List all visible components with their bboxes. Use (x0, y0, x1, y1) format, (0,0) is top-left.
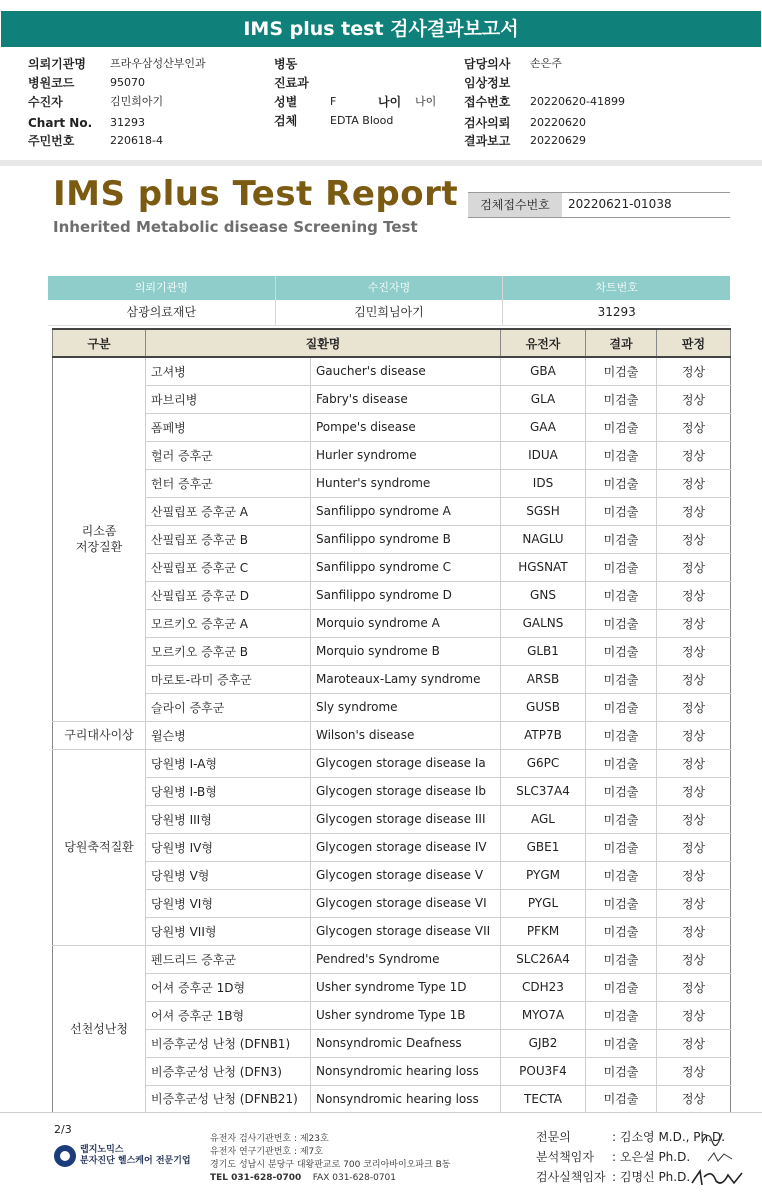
page-title: IMS plus test 검사결과보고서 (1, 11, 761, 47)
table-row (53, 665, 731, 693)
judgment-cell: 정상 (657, 1085, 731, 1113)
disease-name-kr: 모르키오 증후군 A (146, 609, 311, 637)
judgment-cell: 정상 (657, 861, 731, 889)
result-cell: 미검출 (586, 637, 657, 665)
judgment-cell: 정상 (657, 525, 731, 553)
judgment-cell: 정상 (657, 665, 731, 693)
signer-role: 분석책임자 (536, 1150, 594, 1164)
report-page (0, 166, 762, 1204)
info-value: 20220629 (530, 134, 586, 147)
info-label: 의뢰기관명 (28, 57, 86, 71)
info-label: 결과보고 (464, 134, 511, 148)
report-title: IMS plus Test Report (53, 174, 459, 214)
disease-name-en: Morquio syndrome B (311, 637, 501, 665)
disease-name-kr: 산필립포 증후군 B (146, 525, 311, 553)
category-cell: 당원축적질환 (53, 749, 146, 945)
judgment-cell: 정상 (657, 777, 731, 805)
disease-name-en: Nonsyndromic hearing loss (311, 1085, 501, 1113)
info-label: 주민번호 (28, 134, 75, 148)
disease-name-en: Pendred's Syndrome (311, 945, 501, 973)
header-judgment: 판정 (657, 329, 731, 357)
results-table (52, 328, 731, 1114)
info-label: 병원코드 (28, 76, 75, 90)
table-row (53, 777, 731, 805)
info-label: 검체 (274, 114, 298, 128)
table-row (53, 1085, 731, 1113)
gene-cell: G6PC (501, 749, 586, 777)
table-row (53, 469, 731, 497)
info-value: 20220620-41899 (530, 95, 625, 108)
table-row (53, 497, 731, 525)
result-cell: 미검출 (586, 805, 657, 833)
summary-header-cell: 차트번호 (595, 281, 638, 294)
info-label: 검사의뢰 (464, 116, 511, 130)
result-cell: 미검출 (586, 385, 657, 413)
disease-name-en: Nonsyndromic Deafness (311, 1029, 501, 1057)
license-line: 유전자 연구기관번호 : 제7호 (210, 1147, 323, 1157)
judgment-cell: 정상 (657, 1057, 731, 1085)
judgment-cell: 정상 (657, 889, 731, 917)
table-row (53, 357, 731, 385)
disease-name-kr: 윌슨병 (146, 721, 311, 749)
disease-name-en: Morquio syndrome A (311, 609, 501, 637)
summary-table (48, 276, 730, 326)
signer-row (536, 1127, 725, 1147)
result-cell: 미검출 (586, 973, 657, 1001)
info-label: 진료과 (274, 76, 309, 90)
judgment-cell: 정상 (657, 945, 731, 973)
footer (0, 1112, 762, 1204)
disease-name-en: Hunter's syndrome (311, 469, 501, 497)
disease-name-kr: 산필립포 증후군 C (146, 553, 311, 581)
table-row (53, 917, 731, 945)
gene-cell: POU3F4 (501, 1057, 586, 1085)
result-cell: 미검출 (586, 693, 657, 721)
gene-cell: PYGL (501, 889, 586, 917)
gene-cell: GJB2 (501, 1029, 586, 1057)
signer-name: : 김명신 Ph.D. (612, 1170, 691, 1184)
info-value: 나이 (415, 95, 437, 108)
info-label: 임상정보 (464, 76, 511, 90)
table-row (53, 805, 731, 833)
disease-name-kr: 당원병 VII형 (146, 917, 311, 945)
signer-name: : 김소영 M.D., Ph.D. (612, 1130, 726, 1144)
disease-name-kr: 당원병 III형 (146, 805, 311, 833)
gene-cell: GAA (501, 413, 586, 441)
report-subtitle: Inherited Metabolic disease Screening Test (53, 218, 418, 236)
table-row (53, 1029, 731, 1057)
info-label: 수진자 (28, 95, 63, 109)
table-row (53, 1057, 731, 1085)
gene-cell: IDS (501, 469, 586, 497)
signer-name: : 오은설 Ph.D. (612, 1150, 691, 1164)
disease-name-en: Maroteaux-Lamy syndrome (311, 665, 501, 693)
summary-header-cell: 의뢰기관명 (48, 276, 276, 300)
info-value: 김민희아기 (110, 95, 164, 108)
gene-cell: PFKM (501, 917, 586, 945)
gene-cell: NAGLU (501, 525, 586, 553)
info-value: 20220620 (530, 116, 586, 129)
result-cell: 미검출 (586, 497, 657, 525)
disease-name-kr: 헐러 증후군 (146, 441, 311, 469)
disease-name-kr: 산필립포 증후군 D (146, 581, 311, 609)
info-value: F (330, 95, 337, 108)
table-row (53, 861, 731, 889)
judgment-cell: 정상 (657, 497, 731, 525)
judgment-cell: 정상 (657, 973, 731, 1001)
gene-cell: TECTA (501, 1085, 586, 1113)
result-cell: 미검출 (586, 441, 657, 469)
disease-name-en: Glycogen storage disease VII (311, 917, 501, 945)
disease-name-kr: 파브리병 (146, 385, 311, 413)
address: 경기도 성남시 분당구 대왕판교로 700 코리아바이오파크 B동 (210, 1160, 451, 1170)
judgment-cell: 정상 (657, 1029, 731, 1057)
disease-name-kr: 펜드리드 증후군 (146, 945, 311, 973)
table-row (53, 441, 731, 469)
info-label: 접수번호 (464, 95, 511, 109)
company-brand (80, 1145, 191, 1167)
table-row (53, 385, 731, 413)
signer-role: 검사실책임자 (536, 1170, 606, 1184)
header-gene: 유전자 (501, 329, 586, 357)
result-cell: 미검출 (586, 581, 657, 609)
page-number: 2/3 (54, 1123, 72, 1136)
gene-cell: CDH23 (501, 973, 586, 1001)
result-cell: 미검출 (586, 1085, 657, 1113)
result-cell: 미검출 (586, 749, 657, 777)
summary-value-cell: 김민희님아기 (276, 300, 504, 325)
disease-name-en: Sly syndrome (311, 693, 501, 721)
gene-cell: ARSB (501, 665, 586, 693)
result-cell: 미검출 (586, 357, 657, 385)
specimen-number-box (468, 192, 730, 218)
result-cell: 미검출 (586, 721, 657, 749)
disease-name-en: Wilson's disease (311, 721, 501, 749)
signer-role: 전문의 (536, 1130, 571, 1144)
table-row (53, 889, 731, 917)
disease-name-kr: 슬라이 증후군 (146, 693, 311, 721)
table-row (53, 581, 731, 609)
summary-header-cell: 수진자명 (276, 276, 504, 300)
signature-mark-1 (700, 1127, 726, 1149)
table-row (53, 553, 731, 581)
disease-name-kr: 당원병 IV형 (146, 833, 311, 861)
result-cell: 미검출 (586, 889, 657, 917)
gene-cell: ATP7B (501, 721, 586, 749)
header-disease: 질환명 (146, 329, 501, 357)
gene-cell: PYGM (501, 861, 586, 889)
disease-name-en: Hurler syndrome (311, 441, 501, 469)
table-row (53, 749, 731, 777)
disease-name-kr: 어셔 증후군 1B형 (146, 1001, 311, 1029)
disease-name-en: Usher syndrome Type 1B (311, 1001, 501, 1029)
info-label: 병동 (274, 57, 298, 71)
results-body (53, 357, 731, 1113)
result-cell: 미검출 (586, 1029, 657, 1057)
table-row (53, 609, 731, 637)
disease-name-kr: 비증후군성 난청 (DFNB21) (146, 1085, 311, 1113)
specimen-number-value: 20220621-01038 (568, 197, 672, 211)
gene-cell: GLA (501, 385, 586, 413)
info-sex-age (274, 93, 454, 111)
judgment-cell: 정상 (657, 609, 731, 637)
results-header-row (53, 329, 731, 357)
judgment-cell: 정상 (657, 721, 731, 749)
result-cell: 미검출 (586, 553, 657, 581)
category-cell: 구리대사이상 (53, 721, 146, 749)
judgment-cell: 정상 (657, 749, 731, 777)
patient-info-section (0, 48, 762, 160)
info-value: 프라우삼성산부인과 (110, 57, 206, 70)
disease-name-en: Sanfilippo syndrome A (311, 497, 501, 525)
disease-name-kr: 비증후군성 난청 (DFN3) (146, 1057, 311, 1085)
license-info (210, 1133, 450, 1185)
judgment-cell: 정상 (657, 805, 731, 833)
judgment-cell: 정상 (657, 693, 731, 721)
table-row (53, 945, 731, 973)
gene-cell: MYO7A (501, 1001, 586, 1029)
result-cell: 미검출 (586, 469, 657, 497)
category-cell: 리소좀 저장질환 (53, 357, 146, 721)
disease-name-kr: 당원병 I-A형 (146, 749, 311, 777)
judgment-cell: 정상 (657, 553, 731, 581)
judgment-cell: 정상 (657, 637, 731, 665)
info-value: 손은주 (530, 57, 562, 70)
result-cell: 미검출 (586, 833, 657, 861)
header-result: 결과 (586, 329, 657, 357)
disease-name-kr: 당원병 VI형 (146, 889, 311, 917)
gene-cell: GBE1 (501, 833, 586, 861)
gene-cell: SLC26A4 (501, 945, 586, 973)
disease-name-kr: 산필립포 증후군 A (146, 497, 311, 525)
gene-cell: IDUA (501, 441, 586, 469)
info-value: 95070 (110, 76, 145, 89)
result-cell: 미검출 (586, 945, 657, 973)
disease-name-kr: 비증후군성 난청 (DFNB1) (146, 1029, 311, 1057)
gene-cell: GNS (501, 581, 586, 609)
disease-name-en: Pompe's disease (311, 413, 501, 441)
judgment-cell: 정상 (657, 581, 731, 609)
disease-name-en: Glycogen storage disease III (311, 805, 501, 833)
gene-cell: GUSB (501, 693, 586, 721)
header-category: 구분 (53, 329, 146, 357)
summary-header (48, 276, 730, 300)
disease-name-kr: 당원병 I-B형 (146, 777, 311, 805)
brand-tagline: 분자진단 헬스케어 전문기업 (80, 1156, 191, 1166)
company-logo-icon (54, 1145, 76, 1167)
disease-name-en: Glycogen storage disease IV (311, 833, 501, 861)
info-label: 나이 (378, 95, 402, 109)
disease-name-en: Glycogen storage disease V (311, 861, 501, 889)
table-row (53, 637, 731, 665)
info-value: 31293 (110, 116, 145, 129)
table-row (53, 413, 731, 441)
gene-cell: SLC37A4 (501, 777, 586, 805)
table-row (53, 833, 731, 861)
summary-value-cell: 31293 (597, 305, 636, 319)
gene-cell: SGSH (501, 497, 586, 525)
result-cell: 미검출 (586, 1057, 657, 1085)
result-cell: 미검출 (586, 665, 657, 693)
summary-value-cell: 삼광의료재단 (48, 300, 276, 325)
judgment-cell: 정상 (657, 385, 731, 413)
result-cell: 미검출 (586, 777, 657, 805)
info-label: 담당의사 (464, 57, 511, 71)
table-row (53, 973, 731, 1001)
specimen-number-label: 검체접수번호 (468, 193, 562, 217)
result-cell: 미검출 (586, 1001, 657, 1029)
gene-cell: GALNS (501, 609, 586, 637)
info-value: EDTA Blood (330, 114, 394, 127)
top-bar (0, 0, 762, 48)
summary-values (48, 300, 730, 326)
signature-mark-2 (706, 1149, 734, 1167)
gene-cell: GLB1 (501, 637, 586, 665)
result-cell: 미검출 (586, 609, 657, 637)
info-value: 220618-4 (110, 134, 163, 147)
disease-name-en: Sanfilippo syndrome B (311, 525, 501, 553)
disease-name-kr: 당원병 V형 (146, 861, 311, 889)
disease-name-en: Glycogen storage disease VI (311, 889, 501, 917)
disease-name-en: Usher syndrome Type 1D (311, 973, 501, 1001)
gene-cell: HGSNAT (501, 553, 586, 581)
disease-name-kr: 헌터 증후군 (146, 469, 311, 497)
result-cell: 미검출 (586, 413, 657, 441)
brand-name: 랩지노믹스 (80, 1145, 124, 1155)
judgment-cell: 정상 (657, 833, 731, 861)
table-row (53, 693, 731, 721)
result-cell: 미검출 (586, 917, 657, 945)
disease-name-kr: 폼페병 (146, 413, 311, 441)
info-label: Chart No. (28, 116, 93, 130)
info-label: 성별 (274, 95, 298, 109)
disease-name-en: Sanfilippo syndrome C (311, 553, 501, 581)
category-cell: 선천성난청 (53, 945, 146, 1113)
judgment-cell: 정상 (657, 917, 731, 945)
judgment-cell: 정상 (657, 413, 731, 441)
judgment-cell: 정상 (657, 441, 731, 469)
disease-name-kr: 마로토-라미 증후군 (146, 665, 311, 693)
disease-name-kr: 모르키오 증후군 B (146, 637, 311, 665)
disease-name-kr: 어셔 증후군 1D형 (146, 973, 311, 1001)
result-cell: 미검출 (586, 525, 657, 553)
table-row (53, 721, 731, 749)
gene-cell: AGL (501, 805, 586, 833)
judgment-cell: 정상 (657, 1001, 731, 1029)
table-row (53, 1001, 731, 1029)
result-cell: 미검출 (586, 861, 657, 889)
signer-row (536, 1147, 725, 1167)
judgment-cell: 정상 (657, 357, 731, 385)
disease-name-kr: 고셔병 (146, 357, 311, 385)
disease-name-en: Glycogen storage disease Ia (311, 749, 501, 777)
disease-name-en: Gaucher's disease (311, 357, 501, 385)
signature-mark-3 (690, 1167, 746, 1189)
fax: FAX 031-628-0701 (312, 1173, 396, 1183)
disease-name-en: Fabry's disease (311, 385, 501, 413)
table-row (53, 525, 731, 553)
tel: TEL 031-628-0700 (210, 1173, 302, 1183)
disease-name-en: Sanfilippo syndrome D (311, 581, 501, 609)
license-line: 유전자 검사기관번호 : 제23호 (210, 1134, 329, 1144)
gene-cell: GBA (501, 357, 586, 385)
judgment-cell: 정상 (657, 469, 731, 497)
disease-name-en: Glycogen storage disease Ib (311, 777, 501, 805)
disease-name-en: Nonsyndromic hearing loss (311, 1057, 501, 1085)
